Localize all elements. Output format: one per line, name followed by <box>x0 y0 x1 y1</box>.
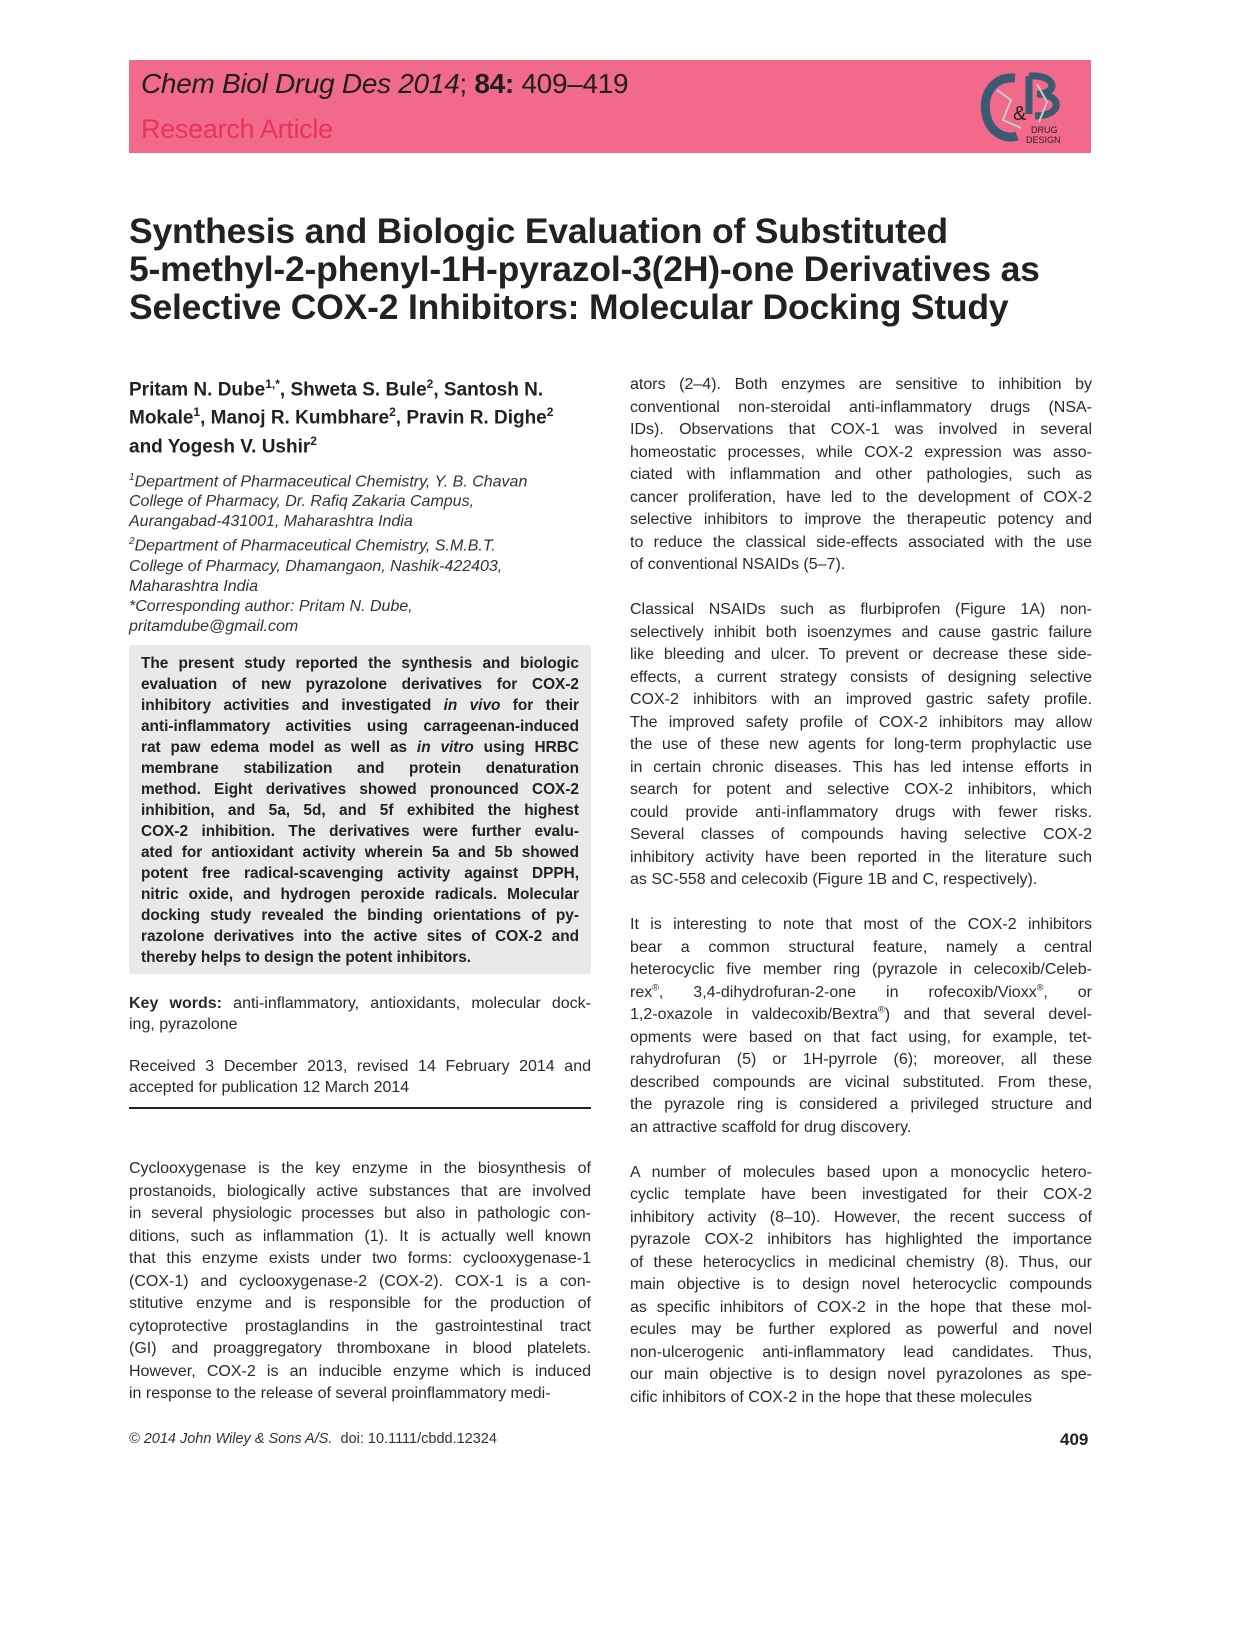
affiliation-line: Aurangabad-431001, Maharashtra India <box>129 513 413 531</box>
affiliation-line: College of Pharmacy, Dhamangaon, Nashik-422403, <box>129 557 503 575</box>
text-line: stitutive enzyme and is responsible for the production of <box>129 1295 591 1312</box>
text-line: ecules may be further explored as powerful and novel <box>630 1321 1092 1338</box>
doi[interactable]: doi: 10.1111/cbdd.12324 <box>340 1431 497 1447</box>
author-name: Pravin R. Dighe <box>406 407 547 429</box>
text-line: The present study reported the synthesis and biologic <box>141 655 579 672</box>
page-number: 409 <box>1060 1430 1089 1449</box>
journal-banner <box>129 60 1091 153</box>
text-line: razolone derivatives into the active sites of COX-2 and <box>141 928 579 945</box>
text-line: of these heterocyclics in medicinal chemistry (8). Thus, our <box>630 1253 1092 1271</box>
text-line: pyrazole COX-2 inhibitors has highlighted the importance <box>630 1231 1092 1248</box>
text-line: accepted for publication 12 March 2014 <box>129 1079 410 1096</box>
text-line: as SC-558 and celecoxib (Figure 1B and C, respectively). <box>630 871 1038 888</box>
journal-citation <box>141 68 628 100</box>
text-line: The improved safety profile of COX-2 inhibitors may allow <box>630 713 1092 731</box>
text-line: It is interesting to note that most of the COX-2 inhibitors <box>630 916 1092 933</box>
text-line: our main objective is to design novel pyrazolones as spe- <box>630 1366 1092 1383</box>
author-name: Pritam N. Dube <box>129 379 266 401</box>
text-line: opments were based on that fact using, for example, tet- <box>630 1028 1092 1046</box>
svg-text:&: & <box>1013 103 1027 125</box>
abstract-text <box>141 653 579 968</box>
text-line: heterocyclic five member ring (pyrazole in celecoxib/Celeb- <box>630 961 1092 978</box>
paragraph-gap <box>630 577 1092 600</box>
text-line: inhibitory activity (8–10). However, the recent success of <box>630 1208 1092 1226</box>
text-line: IDs). Observations that COX-1 was involved in several <box>630 421 1092 438</box>
text-line: cytoprotective prostaglandins in the gastrointestinal tract <box>129 1317 591 1335</box>
title-line: 5-methyl-2-phenyl-1H-pyrazol-3(2H)-one Derivatives as <box>129 249 1040 289</box>
text-line: selective inhibitors to improve the therapeutic potency and <box>630 511 1092 528</box>
text-line: that this enzyme exists under two forms: cyclooxygenase-1 <box>129 1250 591 1267</box>
text-line: ators (2–4). Both enzymes are sensitive to inhibition by <box>630 376 1092 393</box>
pages: 409–419 <box>521 68 629 99</box>
text-line: rahydrofuran (5) or 1H-pyrrole (6); moreover, all these <box>630 1051 1092 1068</box>
text-line: in several physiologic processes but also in pathologic con- <box>129 1205 591 1222</box>
left-column-body <box>129 1158 591 1406</box>
paragraph <box>630 374 1092 599</box>
text-line: membrane stabilization and protein denaturation <box>141 760 579 777</box>
text-line: (GI) and proaggregatory thromboxane in blood platelets. <box>129 1340 591 1357</box>
text-line: Cyclooxygenase is the key enzyme in the biosynthesis of <box>129 1160 591 1177</box>
text-line: Several classes of compounds having selective COX-2 <box>630 826 1092 843</box>
volume: 84: <box>474 68 514 99</box>
article-type: Research Article <box>141 114 333 144</box>
text-line: an attractive scaffold for drug discovery. <box>630 1118 912 1136</box>
svg-text:DESIGN: DESIGN <box>1026 135 1061 145</box>
text-line: nitric oxide, and hydrogen peroxide radicals. Molecular <box>141 886 579 903</box>
paragraph <box>630 599 1092 914</box>
text-line: 1,2-oxazole in valdecoxib/Bextra®) and that several devel- <box>630 1004 1092 1023</box>
journal-logo <box>977 70 1067 148</box>
text-line: Received 3 December 2013, revised 14 February 2014 and <box>129 1058 591 1075</box>
text-line: non-ulcerogenic anti-inflammatory lead candidates. Thus, <box>630 1343 1092 1361</box>
text-line: potent free radical-scavenging activity against DPPH, <box>141 865 579 882</box>
text-line: main objective is to design novel heterocyclic compounds <box>630 1276 1092 1293</box>
text-line: cancer proliferation, have led to the development of COX-2 <box>630 488 1092 506</box>
affiliation-marker: 1 <box>129 472 135 483</box>
text-line: COX-2 inhibition. The derivatives were further evalu- <box>141 823 579 840</box>
text-line: cific inhibitors of COX-2 in the hope that these molecules <box>630 1388 1032 1406</box>
paragraph-gap <box>630 892 1092 915</box>
text-line: (COX-1) and cyclooxygenase-2 (COX-2). COX-1 is a con- <box>129 1272 591 1290</box>
text-line: anti-inflammatory activities using carrageenan-induced <box>141 718 579 735</box>
author-name: and Yogesh V. Ushir <box>129 435 311 457</box>
text-line: in certain chronic diseases. This has led intense efforts in <box>630 758 1092 776</box>
text-line: Key words: anti-inflammatory, antioxidants, molecular dock- <box>129 995 591 1012</box>
text-line: ing, pyrazolone <box>129 1016 238 1033</box>
footer-copyright <box>129 1431 497 1447</box>
affiliation-line <box>129 532 527 556</box>
affiliation-text: Department of Pharmaceutical Chemistry, S.M.B.T. <box>134 537 496 555</box>
journal-name: Chem Biol Drug Des 2014 <box>141 68 460 99</box>
text-line: A number of molecules based upon a monocyclic hetero- <box>630 1163 1092 1181</box>
corresponding-author: *Corresponding author: Pritam N. Dube, <box>129 597 413 615</box>
copyright: © 2014 John Wiley & Sons A/S. <box>129 1431 333 1447</box>
affiliation-text: Department of Pharmaceutical Chemistry, Y. B. Chavan <box>134 473 528 491</box>
abstract-box <box>129 645 591 974</box>
text-line: of conventional NSAIDs (5–7). <box>630 556 846 573</box>
text-line: in response to the release of several proinflammatory medi- <box>129 1385 551 1402</box>
author-list: Pritam N. Dube$^{1,*}$, Shweta S. Bule$^2$, Santosh N. Mokale$^1$, Manoj R. Kumbhare$^2$, Pravin R. Dighe$^2$ and Yogesh V. Ushir$^2$ <box>129 377 554 457</box>
author-affiliation-marker: 2 <box>310 433 317 448</box>
text-line: selectively inhibit both isoenzymes and cause gastric failure <box>630 623 1092 641</box>
right-column-body <box>630 374 1092 1409</box>
text-line: docking study revealed the binding orientations of py- <box>141 907 579 924</box>
text-line: as specific inhibitors of COX-2 in the hope that these mol- <box>630 1298 1092 1316</box>
text-line: could provide anti-inflammatory drugs with fewer risks. <box>630 803 1092 821</box>
author-affiliation-marker: 1,* <box>265 377 280 391</box>
text-line: rat paw edema model as well as in vitro using HRBC <box>141 739 579 756</box>
author-name: Santosh N. Mokale <box>129 379 544 429</box>
text-line: rex®, 3,4-dihydrofuran-2-one in rofecoxib/Vioxx®, or <box>630 982 1092 1001</box>
text-line: thereby helps to design the potent inhibitors. <box>141 949 472 966</box>
affiliations <box>129 468 527 637</box>
paragraph-gap <box>630 1139 1092 1162</box>
text-line: cyclic template have been investigated for their COX-2 <box>630 1186 1092 1203</box>
text-line: conventional non-steroidal anti-inflammatory drugs (NSA- <box>630 398 1092 416</box>
text-line: the pyrazole ring is considered a privileged structure and <box>630 1096 1092 1113</box>
author-name: Shweta S. Bule <box>290 379 427 401</box>
text-line: like bleeding and ulcer. To prevent or decrease these side- <box>630 646 1092 663</box>
text-line: effects, a current strategy consists of designing selective <box>630 668 1092 686</box>
author-affiliation-marker: 2 <box>426 377 434 391</box>
svg-text:DRUG: DRUG <box>1031 125 1058 135</box>
text-line: to reduce the classical side-effects associated with the use <box>630 533 1092 551</box>
affiliation-line <box>129 468 527 492</box>
paragraph <box>129 1158 591 1406</box>
text-line: ciated with inflammation and other pathologies, such as <box>630 466 1092 483</box>
title-line: Selective COX-2 Inhibitors: Molecular Docking Study <box>129 287 1009 327</box>
text-line: inhibitory activity have been reported in the literature such <box>630 848 1092 866</box>
text-line: homeostatic processes, while COX-2 expression was asso- <box>630 443 1092 461</box>
author-affiliation-marker: 1 <box>193 405 201 420</box>
divider <box>129 1107 591 1109</box>
text-line: method. Eight derivatives showed pronounced COX-2 <box>141 781 579 798</box>
affiliation-line: College of Pharmacy, Dr. Rafiq Zakaria Campus, <box>129 493 475 511</box>
text-line: bear a common structural feature, namely a central <box>630 938 1092 956</box>
title-line: Synthesis and Biologic Evaluation of Substituted <box>129 211 948 251</box>
text-line: search for potent and selective COX-2 inhibitors, which <box>630 781 1092 798</box>
affiliation-marker: 2 <box>129 536 135 548</box>
paragraph <box>630 1162 1092 1410</box>
paragraph <box>630 914 1092 1162</box>
keywords <box>129 993 591 1035</box>
article-title <box>129 212 1040 326</box>
received-dates <box>129 1056 591 1098</box>
separator: ; <box>459 68 467 99</box>
text-line: inhibitory activities and investigated in vivo for their <box>141 697 580 714</box>
text-line: evaluation of new pyrazolone derivatives for COX-2 <box>141 676 579 693</box>
author-affiliation-marker: 2 <box>389 405 396 420</box>
text-line: inhibition, and 5a, 5d, and 5f exhibited the highest <box>141 802 579 819</box>
text-line: the use of these new agents for long-term prophylactic use <box>630 736 1092 753</box>
author-name: Manoj R. Kumbhare <box>210 407 390 429</box>
text-line: ditions, such as inflammation (1). It is actually well known <box>129 1227 591 1245</box>
text-line: prostanoids, biologically active substances that are involved <box>129 1182 591 1200</box>
text-line: Classical NSAIDs such as flurbiprofen (Figure 1A) non- <box>630 601 1092 618</box>
affiliation-line: Maharashtra India <box>129 577 258 595</box>
text-line: described compounds are vicinal substituted. From these, <box>630 1073 1092 1091</box>
author-affiliation-marker: 2 <box>546 405 554 420</box>
text-line: COX-2 inhibitors with an improved gastric safety profile. <box>630 691 1092 708</box>
text-line: ated for antioxidant activity wherein 5a and 5b showed <box>141 844 579 861</box>
corresponding-email[interactable]: pritamdube@gmail.com <box>129 617 299 635</box>
text-line: However, COX-2 is an inducible enzyme which is induced <box>129 1362 591 1380</box>
